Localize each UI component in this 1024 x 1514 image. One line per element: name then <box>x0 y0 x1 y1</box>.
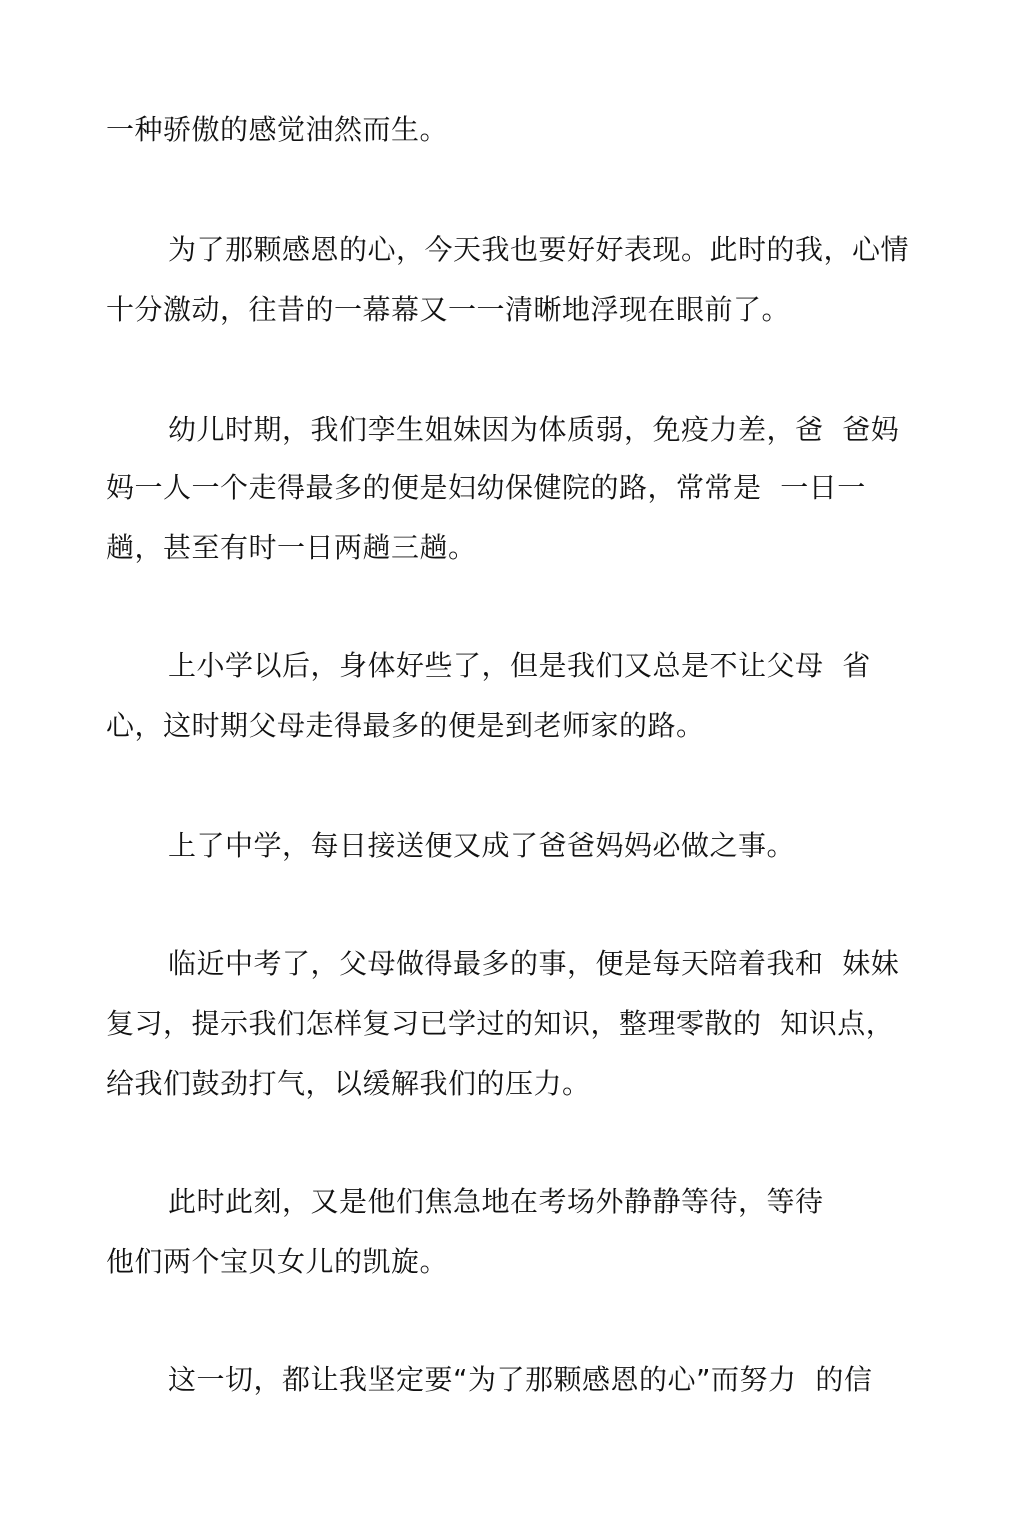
text-line: 为了那颗感恩的心，今天我也要好好表现。此时的我，心情 <box>168 233 910 266</box>
text-line: 复习，提示我们怎样复习已学过的知识，整理零散的 知识点， <box>106 1007 895 1040</box>
text-line: 他们两个宝贝女儿的凯旋。 <box>106 1245 449 1278</box>
text-line: 这一切，都让我坚定要“为了那颗感恩的心”而努力 的信 <box>168 1363 873 1396</box>
text-line: 一种骄傲的感觉油然而生。 <box>106 113 449 146</box>
text-line: 此时此刻，又是他们焦急地在考场外静静等待，等待 <box>168 1185 824 1218</box>
text-line: 上了中学，每日接送便又成了爸爸妈妈必做之事。 <box>168 829 796 862</box>
text-line: 妈一人一个走得最多的便是妇幼保健院的路，常常是 一日一 <box>106 471 866 504</box>
text-line: 趟，甚至有时一日两趟三趟。 <box>106 531 477 564</box>
text-line: 临近中考了，父母做得最多的事，便是每天陪着我和 妹妹 <box>168 947 900 980</box>
text-line: 幼儿时期，我们孪生姐妹因为体质弱，免疫力差，爸 爸妈 <box>168 413 900 446</box>
text-line: 十分激动，往昔的一幕幕又一一清晰地浮现在眼前了。 <box>106 293 791 326</box>
text-line: 心，这时期父母走得最多的便是到老师家的路。 <box>106 709 705 742</box>
text-line: 给我们鼓劲打气，以缓解我们的压力。 <box>106 1067 591 1100</box>
text-line: 上小学以后，身体好些了，但是我们又总是不让父母 省 <box>168 649 871 682</box>
